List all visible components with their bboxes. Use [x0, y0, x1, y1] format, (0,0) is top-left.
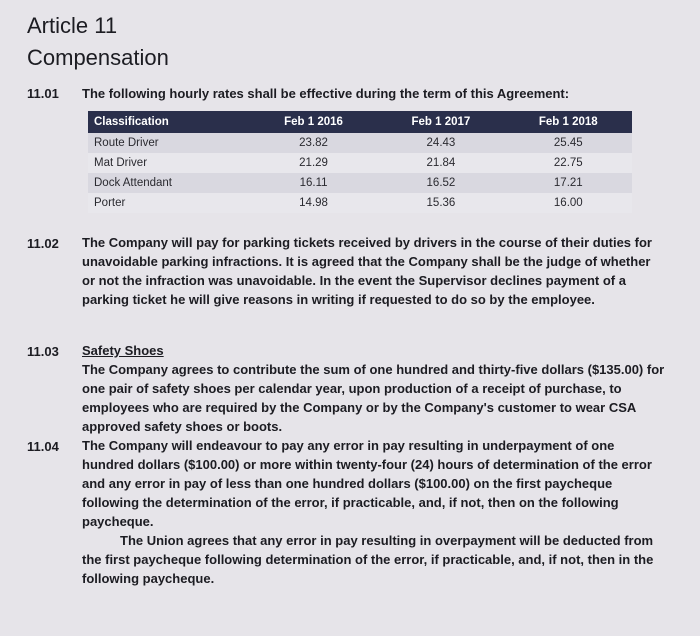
clause-number-11-03: 11.03: [27, 344, 59, 359]
table-cell: Mat Driver: [88, 153, 250, 173]
table-cell: 14.98: [250, 193, 377, 213]
table-cell: 16.11: [250, 173, 377, 193]
clause-text-11-04: [82, 436, 667, 588]
table-header-cell: Feb 1 2017: [377, 111, 504, 133]
table-cell: 23.82: [250, 133, 377, 153]
table-row: [88, 133, 632, 153]
table-header-cell: Classification: [88, 111, 250, 133]
table-cell: Dock Attendant: [88, 173, 250, 193]
clause-text-11-03: [82, 341, 667, 436]
table-cell: 16.52: [377, 173, 504, 193]
clause-paragraph: The Union agrees that any error in pay resulting in overpayment will be deducted from the first paycheque following determination of the error, if practicable, and, if not, then in the following paycheque.: [82, 533, 654, 586]
table-cell: Porter: [88, 193, 250, 213]
clause-paragraph: The Company will pay for parking tickets received by drivers in the course of their duties for unavoidable parking infractions. It is agreed that the Company shall be the judge of whether or not the infraction was unavoidable. In the event the Supervisor declines payment of a parking ticket he will give reasons in writing if requested to do so by the employee.: [82, 235, 652, 307]
table-cell: 17.21: [505, 173, 632, 193]
table-row: [88, 193, 632, 213]
table-cell: Route Driver: [88, 133, 250, 153]
table-cell: 25.45: [505, 133, 632, 153]
clause-paragraph: The Company will endeavour to pay any error in pay resulting in underpayment of one hundred dollars ($100.00) or more within twenty-four (24) hours of determination of the error and any error in pay of less than one hundred dollars ($100.00) on the first paycheque following the determination of the error, if practicable, and, if not, then on the following paycheque.: [82, 438, 652, 529]
clause-text-11-02: [82, 233, 667, 309]
table-row: [88, 153, 632, 173]
hourly-rates-table: [88, 111, 632, 213]
table-cell: 15.36: [377, 193, 504, 213]
clause-paragraph: The Company agrees to contribute the sum of one hundred and thirty-five dollars ($135.00) for one pair of safety shoes per calendar year, upon production of a receipt of purchase, to employees who are required by the Company or by the Company's customer to wear CSA approved safety shoes or boots.: [82, 362, 665, 434]
table-header-cell: Feb 1 2018: [505, 111, 632, 133]
clause-text-11-01: The following hourly rates shall be effective during the term of this Agreement:: [82, 86, 570, 101]
table-header-cell: Feb 1 2016: [250, 111, 377, 133]
table-cell: 16.00: [505, 193, 632, 213]
table-cell: 21.29: [250, 153, 377, 173]
clause-heading-safety-shoes: Safety Shoes: [82, 343, 164, 358]
table-cell: 22.75: [505, 153, 632, 173]
table-cell: 21.84: [377, 153, 504, 173]
clause-number-11-02: 11.02: [27, 236, 59, 251]
table-cell: 24.43: [377, 133, 504, 153]
table-row: [88, 173, 632, 193]
table-header-row: [88, 111, 632, 133]
clause-number-11-04: 11.04: [27, 439, 59, 454]
article-title: Article 11: [27, 13, 118, 38]
clause-number-11-01: 11.01: [27, 86, 59, 101]
article-subtitle: Compensation: [27, 45, 169, 70]
